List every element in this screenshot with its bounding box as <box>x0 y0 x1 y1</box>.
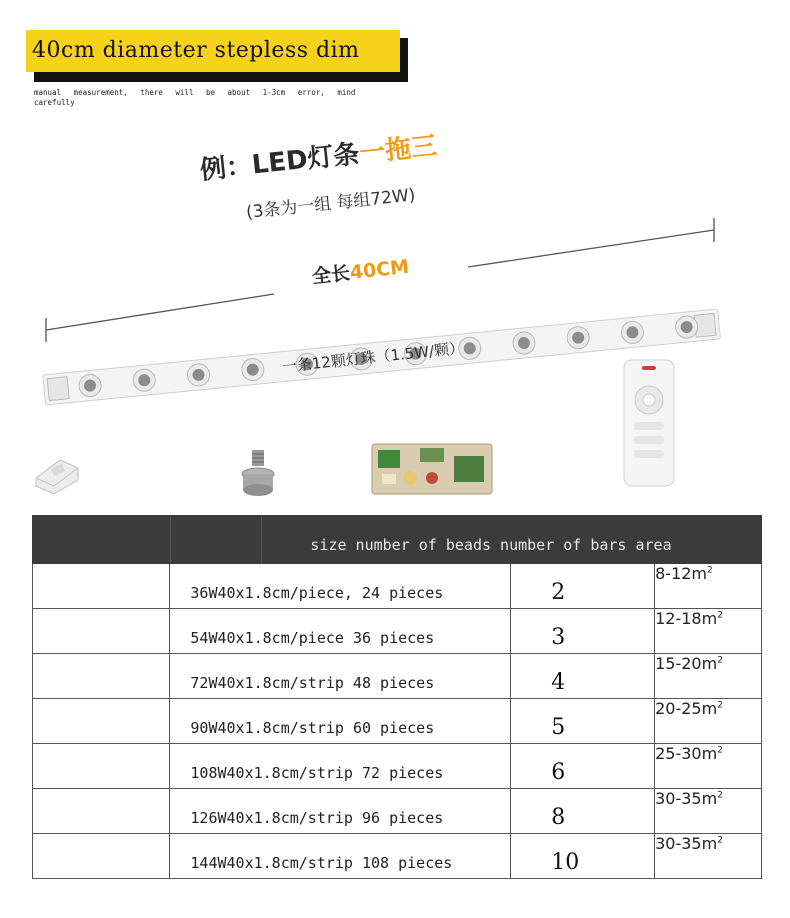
area-value: 30-35m <box>655 834 718 853</box>
length-prefix: 全长 <box>311 262 352 288</box>
row-blank-cell <box>33 609 170 654</box>
area-cell <box>655 654 762 699</box>
page-title: 40cm diameter stepless dim <box>26 30 400 72</box>
spec-cell <box>170 699 511 744</box>
bead-label: 一条12颗灯珠（1.5W/颗） <box>281 338 465 376</box>
headline-prefix: 例：LED灯条 <box>198 139 361 186</box>
spec-text: 90W40x1.8cm/strip 60 pieces <box>190 719 435 737</box>
row-blank-cell <box>33 789 170 834</box>
spec-text: 72W40x1.8cm/strip 48 pieces <box>190 674 435 692</box>
area-cell <box>655 609 762 654</box>
table-header-row <box>33 516 762 564</box>
table-row <box>33 834 762 879</box>
bars-cell <box>511 744 655 789</box>
spec-cell <box>170 564 511 609</box>
bars-count: 6 <box>551 759 566 785</box>
header-divider <box>170 515 171 563</box>
area-value: 15-20m <box>655 654 718 673</box>
area-value: 8-12m <box>655 564 708 583</box>
area-unit-sup: 2 <box>717 655 723 666</box>
spec-cell <box>170 789 511 834</box>
area-cell <box>655 834 762 879</box>
bars-count: 3 <box>551 624 566 650</box>
spec-table <box>32 515 762 879</box>
table-row <box>33 744 762 789</box>
bars-cell <box>511 609 655 654</box>
measurement-note: manual measurement, there will be about 1-3cm error, mind carefully <box>34 88 356 107</box>
area-unit-sup: 2 <box>717 835 723 846</box>
subline: (3条为一组 每组72W) <box>245 185 417 223</box>
row-blank-cell <box>33 654 170 699</box>
bars-count: 5 <box>551 714 566 740</box>
bars-count: 2 <box>551 579 566 605</box>
spec-text: 108W40x1.8cm/strip 72 pieces <box>190 764 444 782</box>
header-divider-2 <box>261 515 262 563</box>
area-cell <box>655 744 762 789</box>
table-row <box>33 789 762 834</box>
spec-text: 36W40x1.8cm/piece, 24 pieces <box>190 584 444 602</box>
area-unit-sup: 2 <box>717 745 723 756</box>
driver-board-icon <box>370 438 494 498</box>
headline-accent: 一拖三 <box>357 131 439 170</box>
table-header: size number of beads number of bars area <box>310 535 672 554</box>
spec-text: 54W40x1.8cm/piece 36 pieces <box>190 629 435 647</box>
bars-count: 8 <box>551 804 566 830</box>
row-blank-cell <box>33 744 170 789</box>
table-row <box>33 699 762 744</box>
spec-cell <box>170 744 511 789</box>
spec-cell <box>170 609 511 654</box>
header-cell-blank <box>33 516 170 564</box>
remote-control-icon <box>620 356 678 496</box>
bars-cell <box>511 564 655 609</box>
table-row <box>33 654 762 699</box>
row-blank-cell <box>33 834 170 879</box>
bars-cell <box>511 789 655 834</box>
bars-count: 4 <box>551 669 566 695</box>
row-blank-cell <box>33 564 170 609</box>
table-row <box>33 609 762 654</box>
spec-cell <box>170 654 511 699</box>
bars-cell <box>511 699 655 744</box>
bars-cell <box>511 834 655 879</box>
area-unit-sup: 2 <box>717 700 723 711</box>
area-value: 12-18m <box>655 609 718 628</box>
area-unit-sup: 2 <box>717 610 723 621</box>
area-cell <box>655 564 762 609</box>
header-cell <box>170 516 762 564</box>
area-value: 20-25m <box>655 699 718 718</box>
bars-count: 10 <box>551 849 580 875</box>
area-unit-sup: 2 <box>717 790 723 801</box>
connector-icon <box>30 450 84 496</box>
spec-cell <box>170 834 511 879</box>
area-value: 25-30m <box>655 744 718 763</box>
area-cell <box>655 699 762 744</box>
spec-text: 144W40x1.8cm/strip 108 pieces <box>190 854 453 872</box>
row-blank-cell <box>33 699 170 744</box>
screw-icon <box>236 448 280 500</box>
spec-text: 126W40x1.8cm/strip 96 pieces <box>190 809 444 827</box>
area-value: 30-35m <box>655 789 718 808</box>
table-row <box>33 564 762 609</box>
area-cell <box>655 789 762 834</box>
bars-cell <box>511 654 655 699</box>
area-unit-sup: 2 <box>707 565 713 576</box>
length-accent: 40CM <box>348 255 411 284</box>
